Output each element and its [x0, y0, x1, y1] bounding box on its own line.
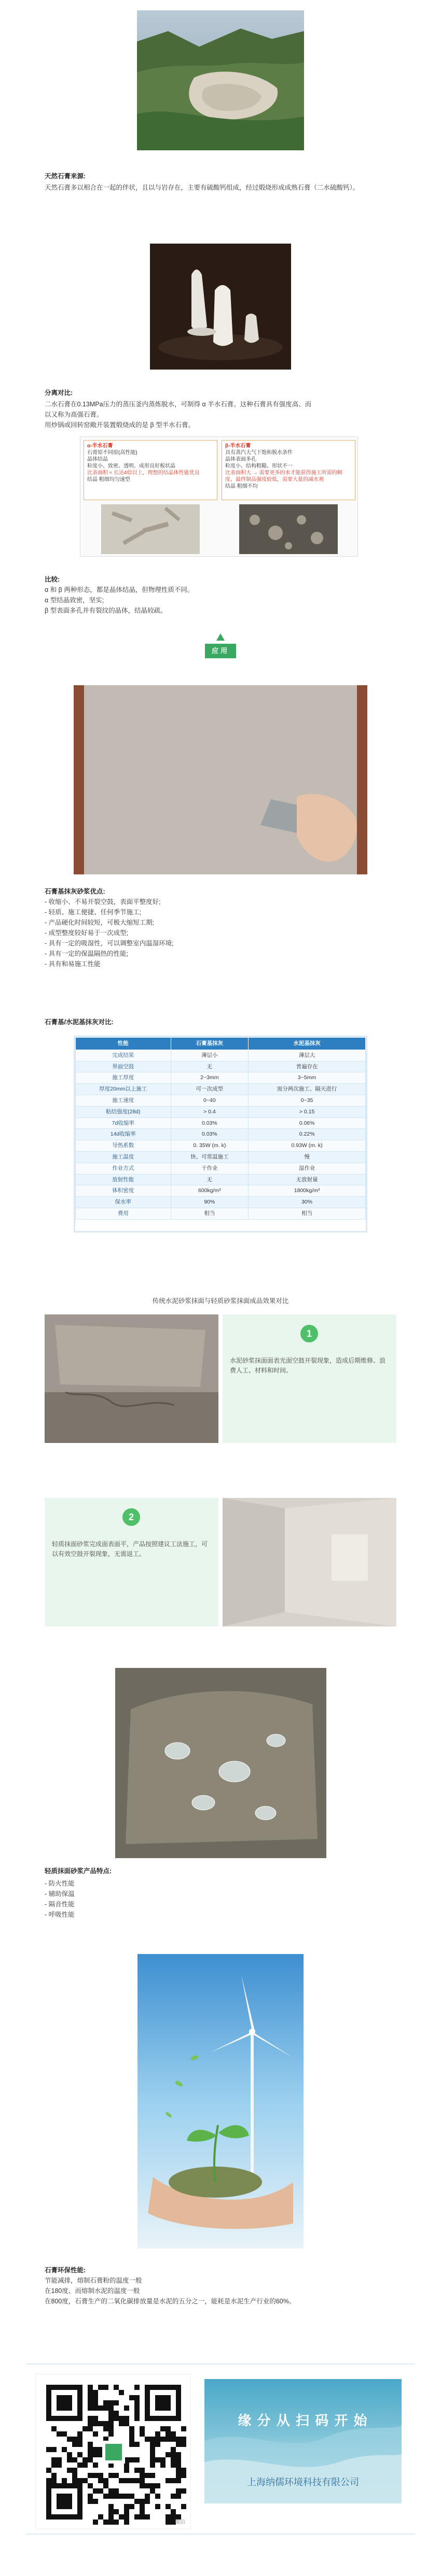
slogan-text: 缘 分 从 扫 码 开 始: [238, 2413, 368, 2428]
table-cell: 导热系数: [76, 1140, 171, 1152]
slogan-panel: [204, 2379, 402, 2503]
table-cell: 7d收缩率: [76, 1117, 171, 1129]
table-cell: 薄层小: [171, 1050, 249, 1061]
list-item: - 防火性能: [45, 1880, 75, 1887]
section2-line-1: 二水石膏在0.13MPa压力的蒸压釜内蒸炼脱水，可制得 α 半水石膏。这种石膏具有强度高、而: [45, 401, 312, 408]
eco-windmill-photo: [137, 1954, 304, 2248]
table-cell: 普遍存在: [249, 1061, 366, 1072]
comparison-table: [75, 1037, 366, 1220]
alpha-item: 比表面积 ≈ 长达4倍以上，理想的结晶体性能优良: [87, 470, 200, 476]
section1-body: 天然石膏多以相合在一起的伴状，且以与岩存在，主要有硫酸钙组成，经过煅烧形成成熟石膏（二水硫酸钙）。: [45, 184, 360, 191]
table-row: [76, 1072, 366, 1084]
table-cell: 施工温度: [76, 1151, 171, 1163]
alpha-box: [84, 440, 217, 500]
table-cell: 费用: [76, 1208, 171, 1219]
table-cell: 薄层大: [249, 1050, 366, 1061]
section8-heading: 石膏环保性能:: [45, 2267, 86, 2274]
table-cell: 相当: [171, 1208, 249, 1219]
table-cell: 界面空鼓: [76, 1061, 171, 1072]
list-item: - 呼吸性能: [45, 1911, 75, 1918]
table-cell: 2~3mm: [171, 1072, 249, 1084]
company-name: 上海纳儒环境科技有限公司: [247, 2477, 359, 2487]
gypsum-samples-photo: [150, 244, 291, 370]
table-cell: 厚度20mm以上施工: [76, 1084, 171, 1095]
beta-micrograph: [239, 504, 338, 554]
badge-label: 应用: [205, 644, 236, 658]
section2-line-2: 以又称为高强石膏。: [45, 411, 103, 418]
waterproof-mortar-photo: [115, 1668, 326, 1858]
footer: [26, 2363, 415, 2535]
table-cell: 0. 35W (m. k): [171, 1140, 249, 1152]
table-cell: 0.93W (m. k): [249, 1140, 366, 1152]
alpha-item: 结晶 粗细均匀速型: [87, 477, 130, 483]
table-row: [76, 1106, 366, 1117]
section1-heading: 天然石膏来源:: [45, 173, 86, 180]
card-2-text: 轻质抹面砂浆完成面表面平，产品按照建议工法施工，可以有效空鼓开裂现象，无需返工。: [52, 1540, 208, 1558]
section3-line-3: β 型表面多孔并有裂纹的晶体，结晶较疏。: [45, 607, 167, 614]
quarry-photo: [137, 10, 304, 150]
alpha-item: 晶体结晶: [87, 457, 108, 462]
table-row: [76, 1084, 366, 1095]
table-row: [76, 1208, 366, 1219]
table-cell: 0.03%: [171, 1129, 249, 1140]
table-cell: 湿作业: [249, 1163, 366, 1174]
qr-caption: 微信: [175, 2520, 185, 2525]
card-1-number: 1: [300, 1325, 318, 1342]
table-header: 性能: [76, 1038, 171, 1050]
table-row: [76, 1174, 366, 1185]
table-row: [76, 1095, 366, 1106]
plastering-photo: [74, 685, 367, 874]
table-row: [76, 1185, 366, 1197]
comparison-table-wrap: [74, 1036, 367, 1233]
table-cell: 保水率: [76, 1197, 171, 1208]
table-cell: 0~35: [249, 1095, 366, 1106]
section4-heading: 石膏基抹灰砂浆优点:: [45, 888, 105, 895]
gypsum-wall-photo: [223, 1498, 396, 1626]
beta-item: 晶体表面多孔: [225, 457, 256, 462]
beta-item: 具有蒸汽大气下饱和脱水条件: [225, 450, 293, 456]
list-item: - 隔音性能: [45, 1901, 75, 1908]
application-badge: [200, 633, 241, 668]
table-cell: 3~5mm: [249, 1072, 366, 1084]
beta-title: β-半水石膏: [225, 443, 251, 449]
section8-line-2: 在180度、而熔制水泥的温度一般: [45, 2287, 140, 2295]
alpha-micrograph: [101, 504, 200, 554]
table-row: [76, 1050, 366, 1061]
table-cell: 快、可常温施工: [171, 1151, 249, 1163]
list-item: - 收缩小、不易开裂空鼓，表面平整度好;: [45, 898, 161, 905]
alpha-item: 粒度小、致密、透明、成形良好板状晶: [87, 463, 175, 469]
section3-line-1: α 和 β 两种形态，都是晶体结晶，但物理性质不同。: [45, 586, 194, 593]
footer-frame-top: [26, 2363, 415, 2365]
section3-heading: 比较:: [45, 576, 60, 583]
list-item: - 辅助保温: [45, 1890, 75, 1898]
section2-line-3: 用炒锅或回转窑敞开装置煅烧成的是 β 型半水石膏。: [45, 421, 195, 429]
list-item: - 产品硬化时间较短，可极大缩短工期;: [45, 919, 155, 926]
card-2-number: 2: [122, 1508, 140, 1526]
list-item: - 成型整度较好易于一次成型;: [45, 929, 129, 937]
section4-list: [45, 897, 174, 969]
beta-item: 比表面积大 → 需要更多的水才能获得施工所需的稠度，最终制品强度较低，需要大量的减水剂: [225, 470, 342, 483]
section7-list: [45, 1878, 75, 1920]
table-cell: 慢: [249, 1151, 366, 1163]
table-row: [76, 1163, 366, 1174]
section2-heading: 分离对比:: [45, 389, 73, 397]
section8-line-1: 节能减排，熔制石膏粉的温度一般: [45, 2277, 142, 2284]
card-2: [45, 1498, 218, 1626]
table-cell: 施工厚度: [76, 1072, 171, 1084]
table-row: [76, 1061, 366, 1072]
leaf-icon: [216, 633, 225, 641]
qr-code-icon: [36, 2374, 191, 2530]
table-cell: 体积密度: [76, 1185, 171, 1197]
table-cell: 600kg/m³: [171, 1185, 249, 1197]
table-row: [76, 1197, 366, 1208]
table-cell: 1800kg/m³: [249, 1185, 366, 1197]
list-item: - 轻质、施工便捷、任何季节施工;: [45, 909, 142, 916]
footer-frame-bottom: [26, 2533, 415, 2535]
table-cell: 粘结强度(28d): [76, 1106, 171, 1117]
beta-item: 粒度小、结构粗糙、形状不一: [225, 463, 293, 469]
table-cell: 作业方式: [76, 1163, 171, 1174]
table-cell: > 0.15: [249, 1106, 366, 1117]
table-cell: 干作业: [171, 1163, 249, 1174]
table-cell: 0.22%: [249, 1129, 366, 1140]
table-cell: 无放射量: [249, 1174, 366, 1185]
alpha-item: 石膏原不同原(高性能): [87, 450, 137, 456]
section3-line-2: α 型结晶致密，坚实;: [45, 597, 104, 604]
table-cell: 相当: [249, 1208, 366, 1219]
table-header: 水泥基抹灰: [249, 1038, 366, 1050]
table-cell: 施工速度: [76, 1095, 171, 1106]
table-cell: 需分两次施工、隔天进行: [249, 1084, 366, 1095]
table-row: [76, 1140, 366, 1152]
beta-item: 结晶 粗细不均: [225, 484, 258, 489]
table-row: [76, 1129, 366, 1140]
card-1: [223, 1314, 396, 1443]
table-cell: 90%: [171, 1197, 249, 1208]
qr-code[interactable]: [35, 2374, 191, 2529]
table-cell: > 0.4: [171, 1106, 249, 1117]
card-1-text: 水泥砂浆抹面面表光面空鼓开裂现象，造成后期维修、浪费人工、材料和时间。: [230, 1357, 386, 1374]
table-cell: 放射性能: [76, 1174, 171, 1185]
table-header: 石膏基抹灰: [171, 1038, 249, 1050]
table-cell: 完成结果: [76, 1050, 171, 1061]
beta-box: [222, 440, 355, 500]
table-cell: 30%: [249, 1197, 366, 1208]
table-cell: 无: [171, 1174, 249, 1185]
section8-line-3: 在800度，石膏生产的二氧化碳排放量是水泥的五分之一，能耗是水泥生产行业的60%。: [45, 2298, 296, 2305]
cement-wall-photo: [45, 1314, 218, 1443]
section7-heading: 轻质抹面砂浆产品特点:: [45, 1867, 112, 1875]
table-row: [76, 1151, 366, 1163]
alpha-title: α-半水石膏: [87, 443, 113, 449]
table-cell: 可一次成型: [171, 1084, 249, 1095]
table-cell: 14d收缩率: [76, 1129, 171, 1140]
alpha-beta-diagram: [80, 436, 358, 557]
list-item: - 具有一定的吸湿性，可以调整室内温湿环境;: [45, 940, 174, 947]
table-cell: 无: [171, 1061, 249, 1072]
table-cell: 0.03%: [171, 1117, 249, 1129]
list-item: - 具有和易施工性能: [45, 960, 101, 968]
table-row: [76, 1117, 366, 1129]
table-cell: 0.06%: [249, 1117, 366, 1129]
table-cell: 0~40: [171, 1095, 249, 1106]
section5-heading: 石膏基/水泥基抹灰对比:: [45, 1018, 114, 1026]
section6-heading: 传统水泥砂浆抹面与轻质砂浆抹面成品效果对比: [152, 1297, 289, 1305]
list-item: - 具有一定的保温隔热的性能;: [45, 950, 129, 957]
